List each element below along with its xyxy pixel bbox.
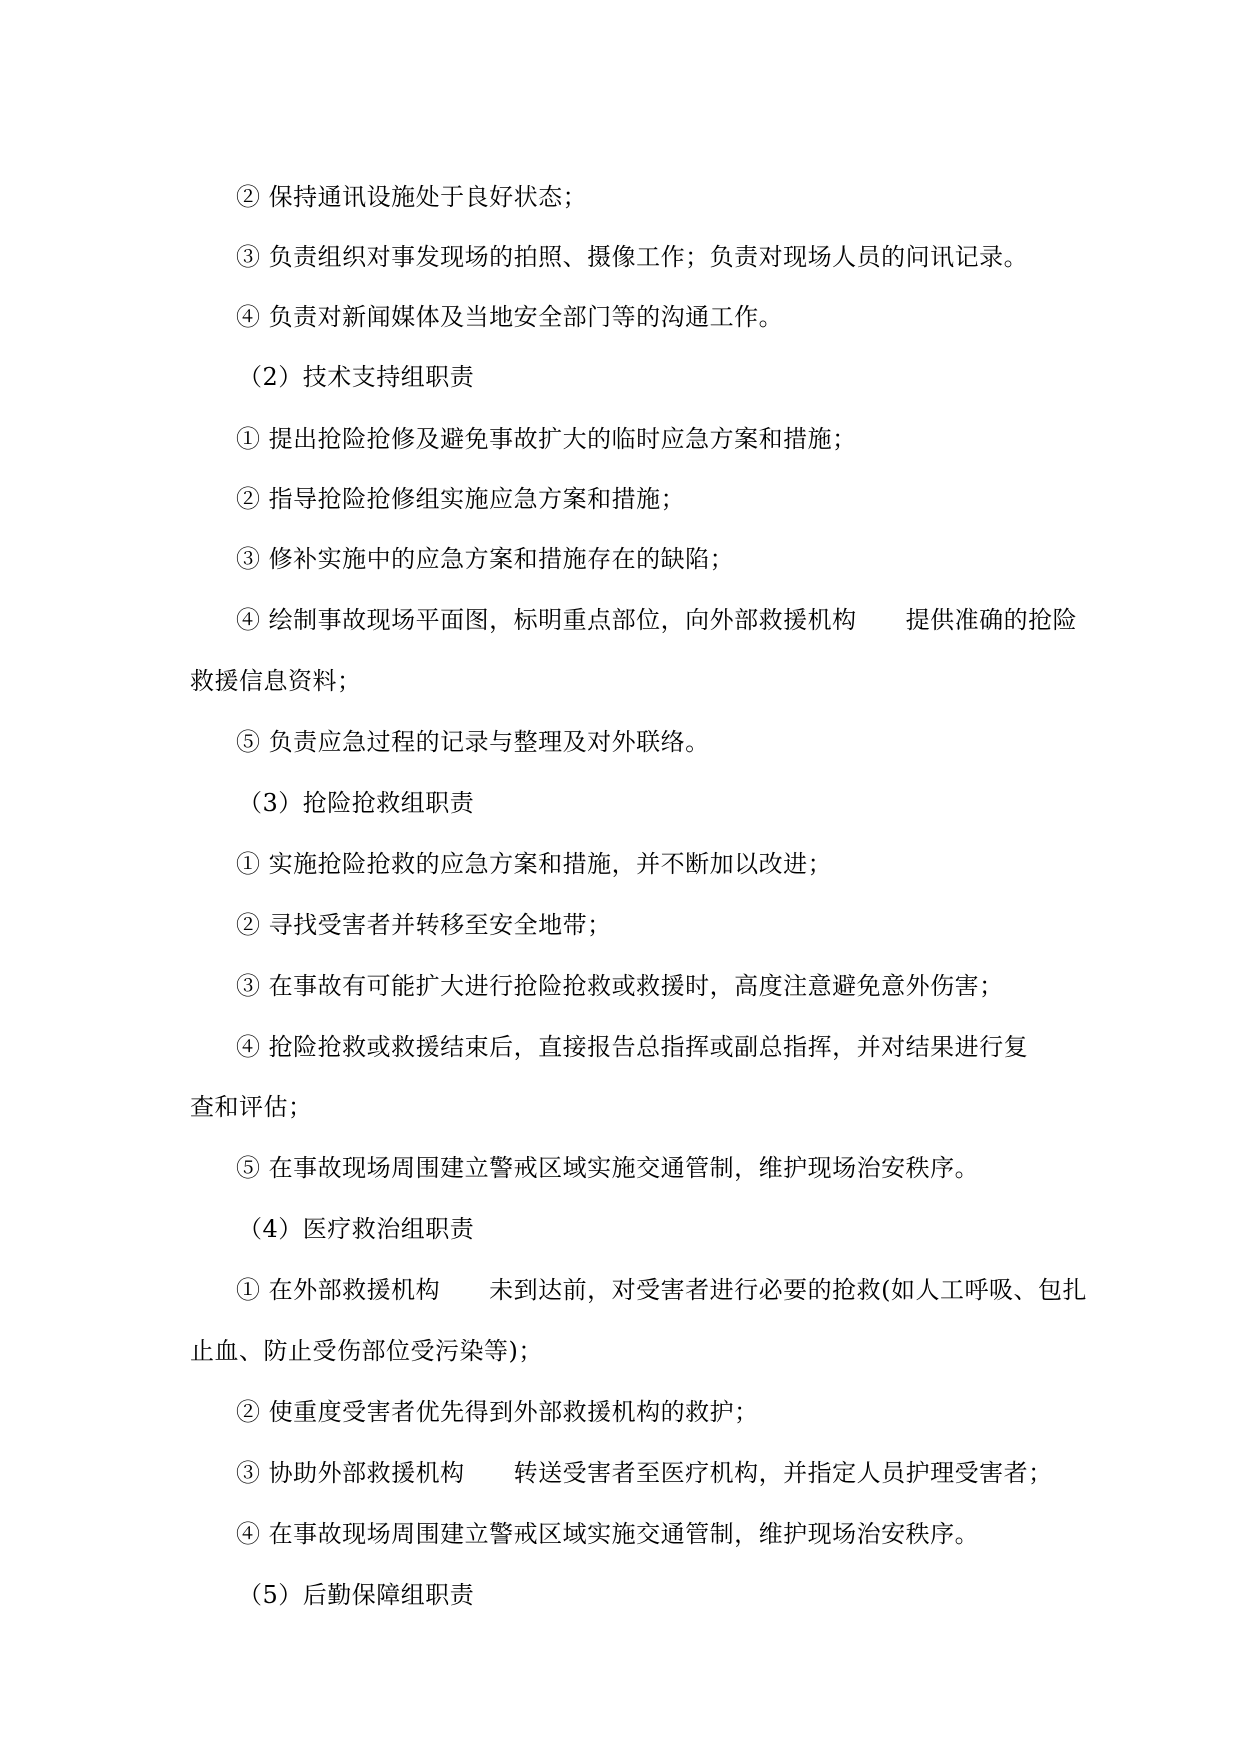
text-line: ① 在外部救援机构 未到达前，对受害者进行必要的抢救(如人工呼吸、包扎 bbox=[236, 1276, 1087, 1304]
section-heading: （3）抢险抢救组职责 bbox=[238, 789, 475, 817]
text-line: ⑤ 在事故现场周围建立警戒区域实施交通管制，维护现场治安秩序。 bbox=[236, 1154, 980, 1182]
section-heading: （2）技术支持组职责 bbox=[238, 363, 475, 391]
section-heading: （4）医疗救治组职责 bbox=[238, 1215, 475, 1243]
text-line: ④ 在事故现场周围建立警戒区域实施交通管制，维护现场治安秩序。 bbox=[236, 1520, 980, 1548]
text-line: ① 实施抢险抢救的应急方案和措施，并不断加以改进； bbox=[236, 850, 833, 878]
text-line: ④ 绘制事故现场平面图，标明重点部位，向外部救援机构 提供准确的抢险 bbox=[236, 606, 1078, 634]
text-line: ② 保持通讯设施处于良好状态； bbox=[236, 183, 588, 211]
text-line: ⑤ 负责应急过程的记录与整理及对外联络。 bbox=[236, 728, 710, 756]
text-line: ② 指导抢险抢修组实施应急方案和措施； bbox=[236, 485, 686, 513]
text-line: ③ 负责组织对事发现场的拍照、摄像工作；负责对现场人员的问讯记录。 bbox=[236, 243, 1029, 271]
text-line: ④ 抢险抢救或救援结束后，直接报告总指挥或副总指挥，并对结果进行复 bbox=[236, 1033, 1029, 1061]
text-line: ② 使重度受害者优先得到外部救援机构的救护； bbox=[236, 1398, 759, 1426]
text-line-continuation: 查和评估； bbox=[190, 1093, 313, 1121]
text-line: ③ 协助外部救援机构 转送受害者至医疗机构，并指定人员护理受害者； bbox=[236, 1459, 1053, 1487]
section-heading: （5）后勤保障组职责 bbox=[238, 1581, 475, 1609]
text-line-continuation: 救援信息资料； bbox=[190, 667, 362, 695]
text-line: ③ 在事故有可能扩大进行抢险抢救或救援时，高度注意避免意外伤害； bbox=[236, 972, 1004, 1000]
text-line: ② 寻找受害者并转移至安全地带； bbox=[236, 911, 612, 939]
text-line: ③ 修补实施中的应急方案和措施存在的缺陷； bbox=[236, 545, 735, 573]
text-line: ① 提出抢险抢修及避免事故扩大的临时应急方案和措施； bbox=[236, 425, 857, 453]
text-line: ④ 负责对新闻媒体及当地安全部门等的沟通工作。 bbox=[236, 303, 784, 331]
text-line-continuation: 止血、防止受伤部位受污染等)； bbox=[190, 1337, 543, 1365]
